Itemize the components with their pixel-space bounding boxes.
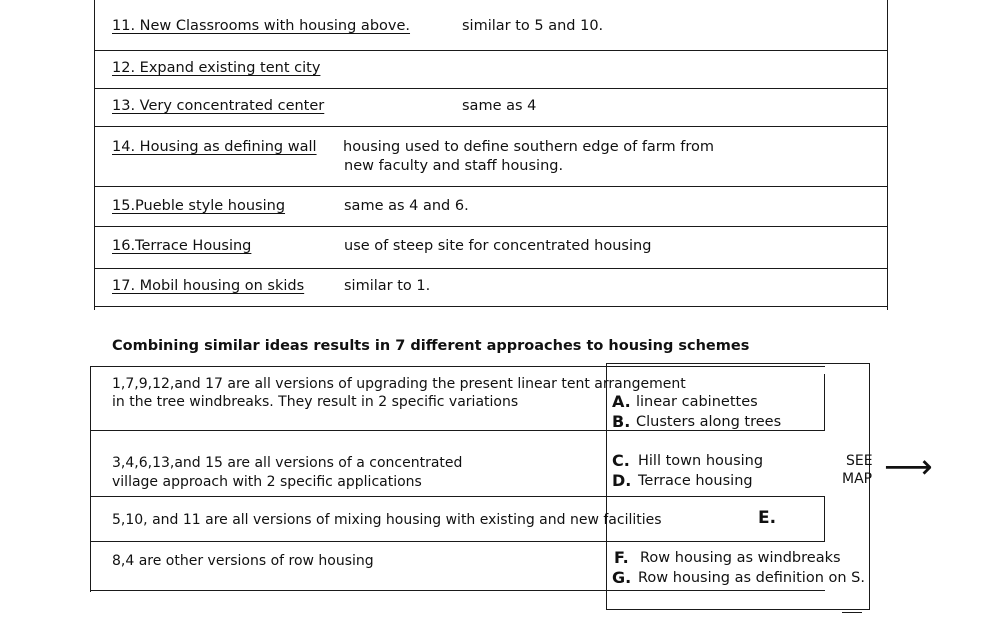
row-13-desc: same as 4	[462, 98, 537, 114]
option-c-text: Hill town housing	[638, 453, 764, 469]
option-a-text: linear cabinettes	[636, 394, 758, 410]
row-13-title: 13. Very concentrated center	[112, 98, 325, 114]
approach-1-line2: in the tree windbreaks. They result in 2 specific variations	[112, 394, 519, 410]
row-17-title: 17. Mobil housing on skids	[112, 278, 305, 294]
row-12-title: 12. Expand existing tent city	[112, 60, 321, 76]
option-b-letter: B.	[612, 412, 631, 431]
see-map-line1: SEE	[846, 453, 873, 469]
row-15-title: 15.Pueble style housing	[112, 198, 286, 214]
row-14-desc-2: new faculty and staff housing.	[344, 158, 564, 174]
row-14-desc: housing used to define southern edge of farm from	[343, 139, 714, 155]
option-d-text: Terrace housing	[638, 473, 753, 489]
see-map-line2: MAP	[842, 471, 873, 487]
option-g-letter: G.	[612, 568, 632, 587]
combining-heading: Combining similar ideas results in 7 different approaches to housing schemes	[112, 338, 750, 354]
row-16-title: 16.Terrace Housing	[112, 238, 252, 254]
option-e-letter: E.	[758, 508, 777, 528]
row-15-desc: same as 4 and 6.	[344, 198, 469, 214]
row-11-title: 11. New Classrooms with housing above.	[112, 18, 411, 34]
option-a-letter: A.	[612, 392, 631, 411]
approach-2-line2: village approach with 2 specific applications	[112, 474, 422, 490]
row-17-desc: similar to 1.	[344, 278, 431, 294]
approach-1-line1: 1,7,9,12,and 17 are all versions of upgrading the present linear tent arrangement	[112, 376, 686, 392]
right-arrow-icon: ⟶	[884, 447, 933, 487]
row-16-desc: use of steep site for concentrated housing	[344, 238, 652, 254]
row-14-title: 14. Housing as defining wall	[112, 139, 317, 155]
option-f-text: Row housing as windbreaks	[640, 550, 841, 566]
approach-4-line1: 8,4 are other versions of row housing	[112, 553, 374, 569]
option-g-text: Row housing as definition on S.	[638, 570, 865, 586]
option-f-letter: F.	[614, 548, 629, 567]
option-c-letter: C.	[612, 451, 630, 470]
row-11-desc: similar to 5 and 10.	[462, 18, 604, 34]
option-d-letter: D.	[612, 471, 632, 490]
option-b-text: Clusters along trees	[636, 414, 782, 430]
approach-3-line1: 5,10, and 11 are all versions of mixing housing with existing and new facilities	[112, 512, 662, 528]
approach-2-line1: 3,4,6,13,and 15 are all versions of a concentrated	[112, 455, 463, 471]
